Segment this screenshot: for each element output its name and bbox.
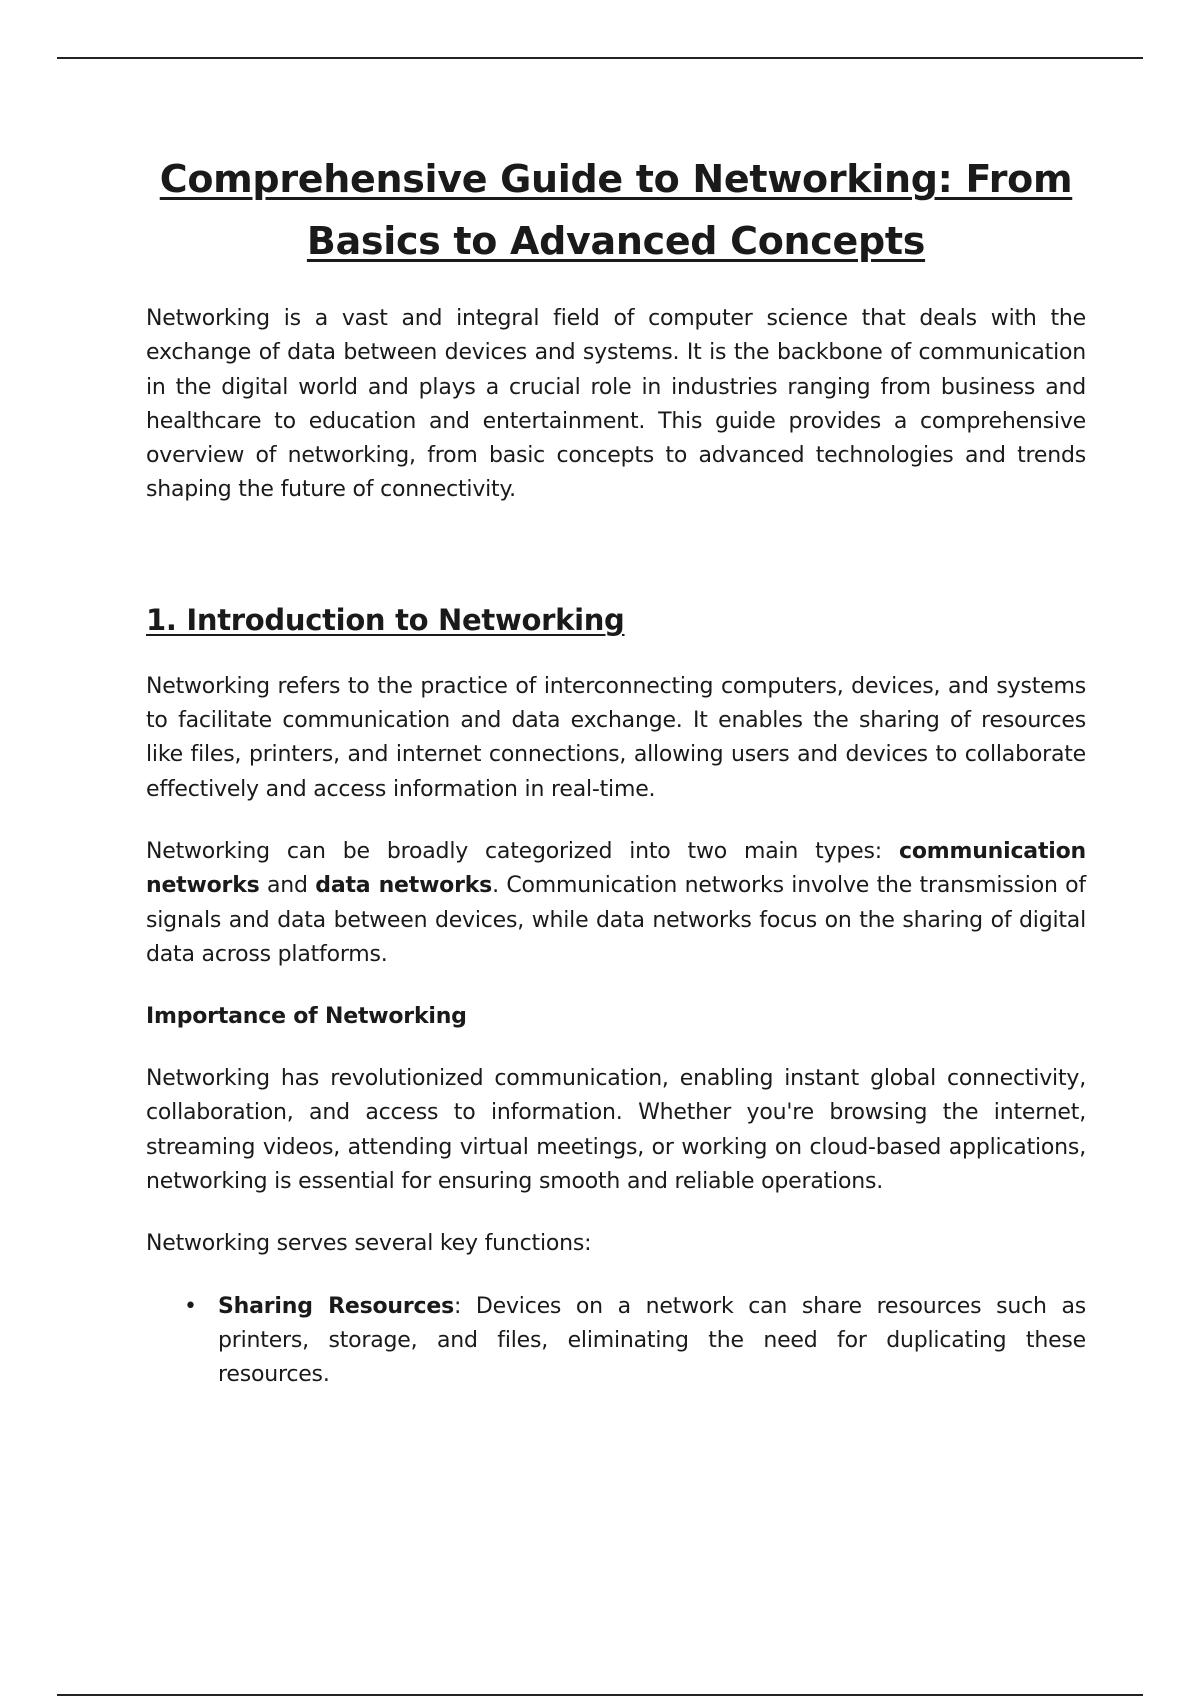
paragraph-definition: Networking refers to the practice of interconnecting computers, devices, and systems to facilitate communication and data exchange. It enables the sharing of resources like files, printers, and internet connections, allowing users and devices to collaborate effectively and access information in real-time. <box>146 673 1086 802</box>
subheading-importance: Importance of Networking <box>146 1004 467 1030</box>
list-item <box>184 1290 1086 1393</box>
header-rule <box>57 57 1143 59</box>
bullet-icon: • <box>184 1293 197 1319</box>
document-body <box>146 148 1086 1393</box>
list-item-term: Sharing Resources <box>218 1293 454 1319</box>
paragraph-categories <box>146 835 1086 972</box>
functions-list <box>146 1290 1086 1393</box>
term-data-networks: data networks <box>315 873 493 899</box>
text-run: . Communication networks involve the transmission of signals and data between devices, while data networks focus on the sharing of digital data across platforms. <box>146 873 1086 967</box>
list-item-text: : Devices on a network can share resources such as printers, storage, and files, eliminating the need for duplicating these resources. <box>218 1293 1086 1388</box>
text-run: Networking can be broadly categorized into two main types: <box>146 838 899 864</box>
term-communication-networks: communication networks <box>146 838 1086 899</box>
footer-rule <box>57 1694 1143 1696</box>
section-heading: 1. Introduction to Networking <box>146 602 625 637</box>
document-title: Comprehensive Guide to Networking: From Basics to Advanced Concepts <box>159 157 1073 263</box>
paragraph-functions-intro: Networking serves several key functions: <box>146 1231 592 1257</box>
intro-paragraph: Networking is a vast and integral field of computer science that deals with the exchange of data between devices and systems. It is the backbone of communication in the digital world and plays a crucial role in industries ranging from business and healthcare to education and entertainment. This guide provides a comprehensive overview of networking, from basic concepts to advanced technologies and trends shaping the future of connectivity. <box>146 306 1086 503</box>
text-run: and <box>259 873 316 899</box>
paragraph-importance: Networking has revolutionized communication, enabling instant global connectivity, collaboration, and access to information. Whether you're browsing the internet, streaming videos, attending virtual meetings, or working on cloud-based applications, networking is essential for ensuring smooth and reliable operations. <box>146 1066 1086 1195</box>
